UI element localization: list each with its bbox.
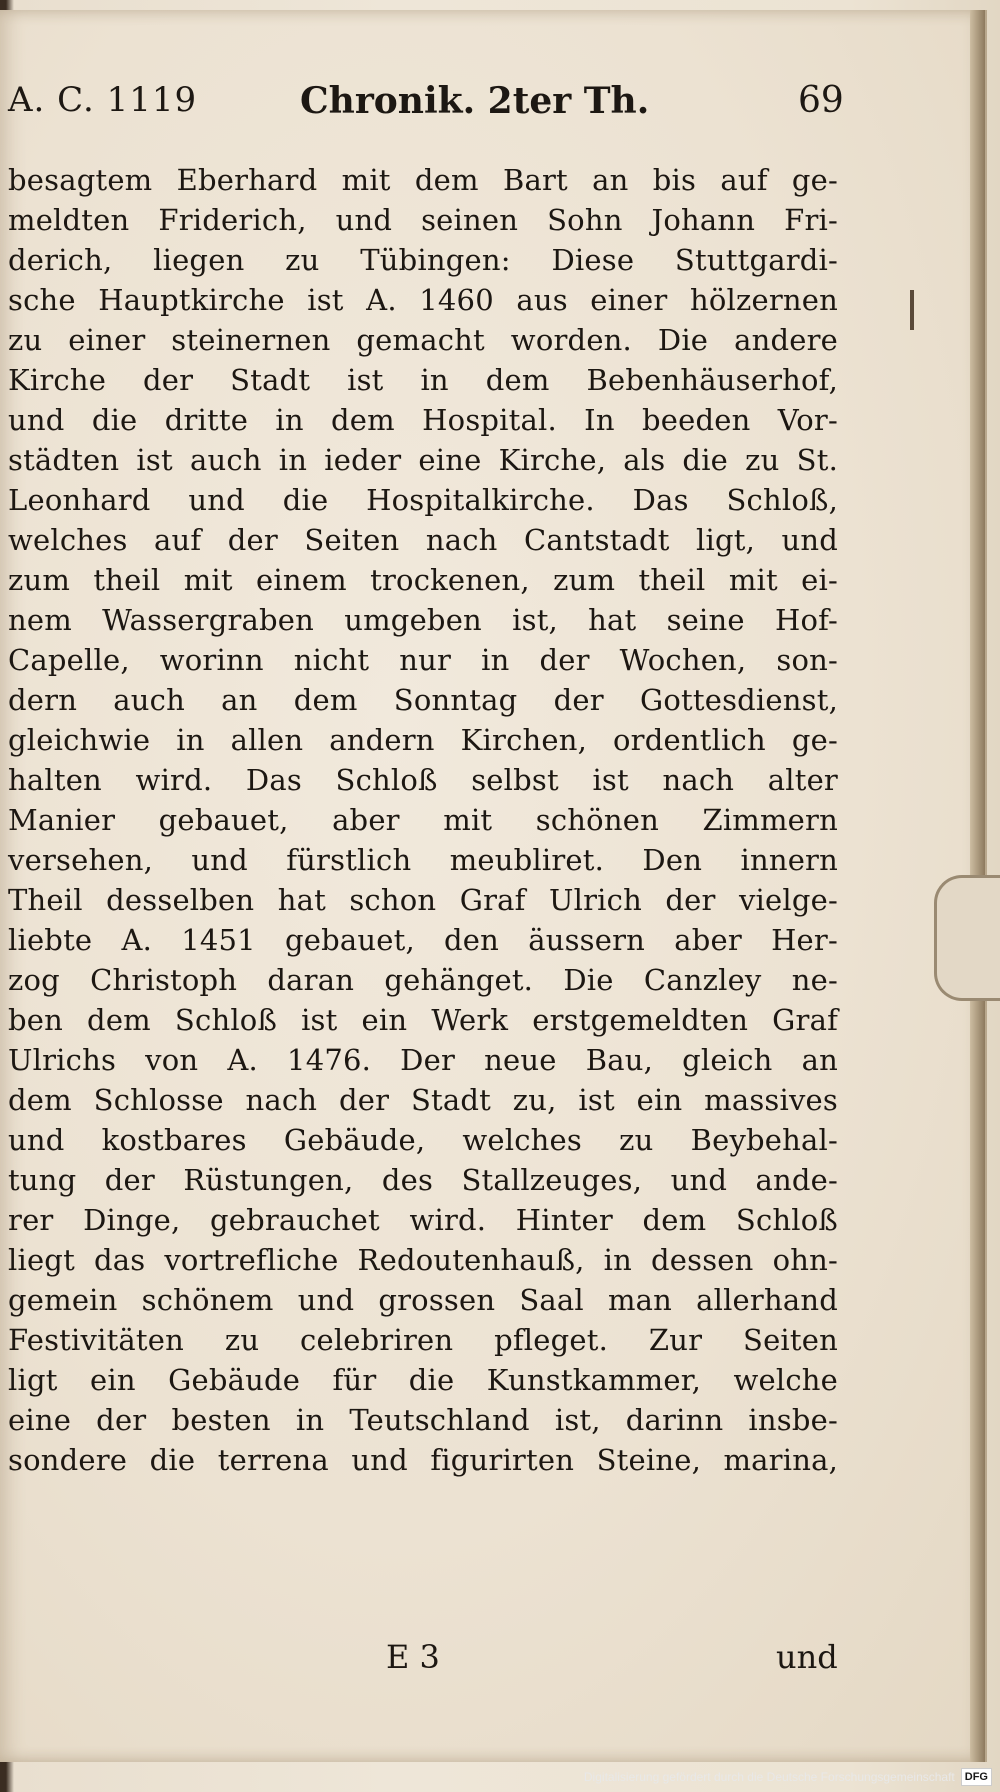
text-line: liebte A. 1451 gebauet, den äussern aber Her- (8, 923, 838, 957)
text-line: meldten Friderich, und seinen Sohn Johann Fri- (8, 203, 838, 237)
header-year: A. C. 1119 (8, 80, 198, 120)
text-line: Theil desselben hat schon Graf Ulrich der vielge- (8, 883, 838, 917)
book-page (0, 10, 987, 1762)
text-line: sche Hauptkirche ist A. 1460 aus einer hölzernen (8, 283, 838, 317)
text-line: liegt das vortrefliche Redoutenhauß, in dessen ohn- (8, 1243, 838, 1277)
clasp-tab (934, 875, 1000, 1001)
text-line: eine der besten in Teutschland ist, darinn insbe- (8, 1403, 838, 1437)
text-line: Capelle, worinn nicht nur in der Wochen, son- (8, 643, 838, 677)
text-line: gemein schönem und grossen Saal man allerhand (8, 1283, 838, 1317)
text-line: versehen, und fürstlich meubliret. Den innern (8, 843, 838, 877)
body-text (8, 160, 838, 1480)
text-line: rer Dinge, gebrauchet wird. Hinter dem Schloß (8, 1203, 838, 1237)
text-line: dern auch an dem Sonntag der Gottesdienst, (8, 683, 838, 717)
text-line: ligt ein Gebäude für die Kunstkammer, welche (8, 1363, 838, 1397)
signature-mark: E 3 (386, 1638, 440, 1676)
text-line: Festivitäten zu celebriren pfleget. Zur Seiten (8, 1323, 838, 1357)
text-line: ben dem Schloß ist ein Werk erstgemeldten Graf (8, 1003, 838, 1037)
text-line: und die dritte in dem Hospital. In beeden Vor- (8, 403, 838, 437)
text-line: zu einer steinernen gemacht worden. Die andere (8, 323, 838, 357)
text-line: welches auf der Seiten nach Cantstadt ligt, und (8, 523, 838, 557)
text-line: Ulrichs von A. 1476. Der neue Bau, gleich an (8, 1043, 838, 1077)
text-line: Kirche der Stadt ist in dem Bebenhäuserhof, (8, 363, 838, 397)
text-line: Leonhard und die Hospitalkirche. Das Schloß, (8, 483, 838, 517)
text-line: besagtem Eberhard mit dem Bart an bis auf ge- (8, 163, 838, 197)
text-line: städten ist auch in ieder eine Kirche, als die zu St. (8, 443, 838, 477)
page-number: 69 (798, 80, 844, 121)
margin-mark (910, 290, 914, 330)
text-line: derich, liegen zu Tübingen: Diese Stuttgardi- (8, 243, 838, 277)
text-line: sondere die terrena und figurirten Steine, marina, (8, 1443, 838, 1477)
catchword: und (776, 1638, 838, 1676)
page-footer (8, 1638, 838, 1683)
text-line: dem Schlosse nach der Stadt zu, ist ein massives (8, 1083, 838, 1117)
text-line: zum theil mit einem trockenen, zum theil mit ei- (8, 563, 838, 597)
running-header (8, 80, 844, 140)
text-line: gleichwie in allen andern Kirchen, ordentlich ge- (8, 723, 838, 757)
text-line: Manier gebauet, aber mit schönen Zimmern (8, 803, 838, 837)
digitization-credit (584, 1766, 992, 1788)
credit-text: Digitalisierung gefördert durch die Deutsche Forschungsgemeinschaft (583, 1770, 955, 1784)
text-line: zog Christoph daran gehänget. Die Canzley ne- (8, 963, 838, 997)
text-line: und kostbares Gebäude, welches zu Beybehal- (8, 1123, 838, 1157)
text-line: nem Wassergraben umgeben ist, hat seine Hof- (8, 603, 838, 637)
header-title: Chronik. 2ter Th. (300, 80, 650, 122)
text-line: tung der Rüstungen, des Stallzeuges, und ande- (8, 1163, 838, 1197)
dfg-logo: DFG (961, 1768, 992, 1786)
text-line: halten wird. Das Schloß selbst ist nach alter (8, 763, 838, 797)
